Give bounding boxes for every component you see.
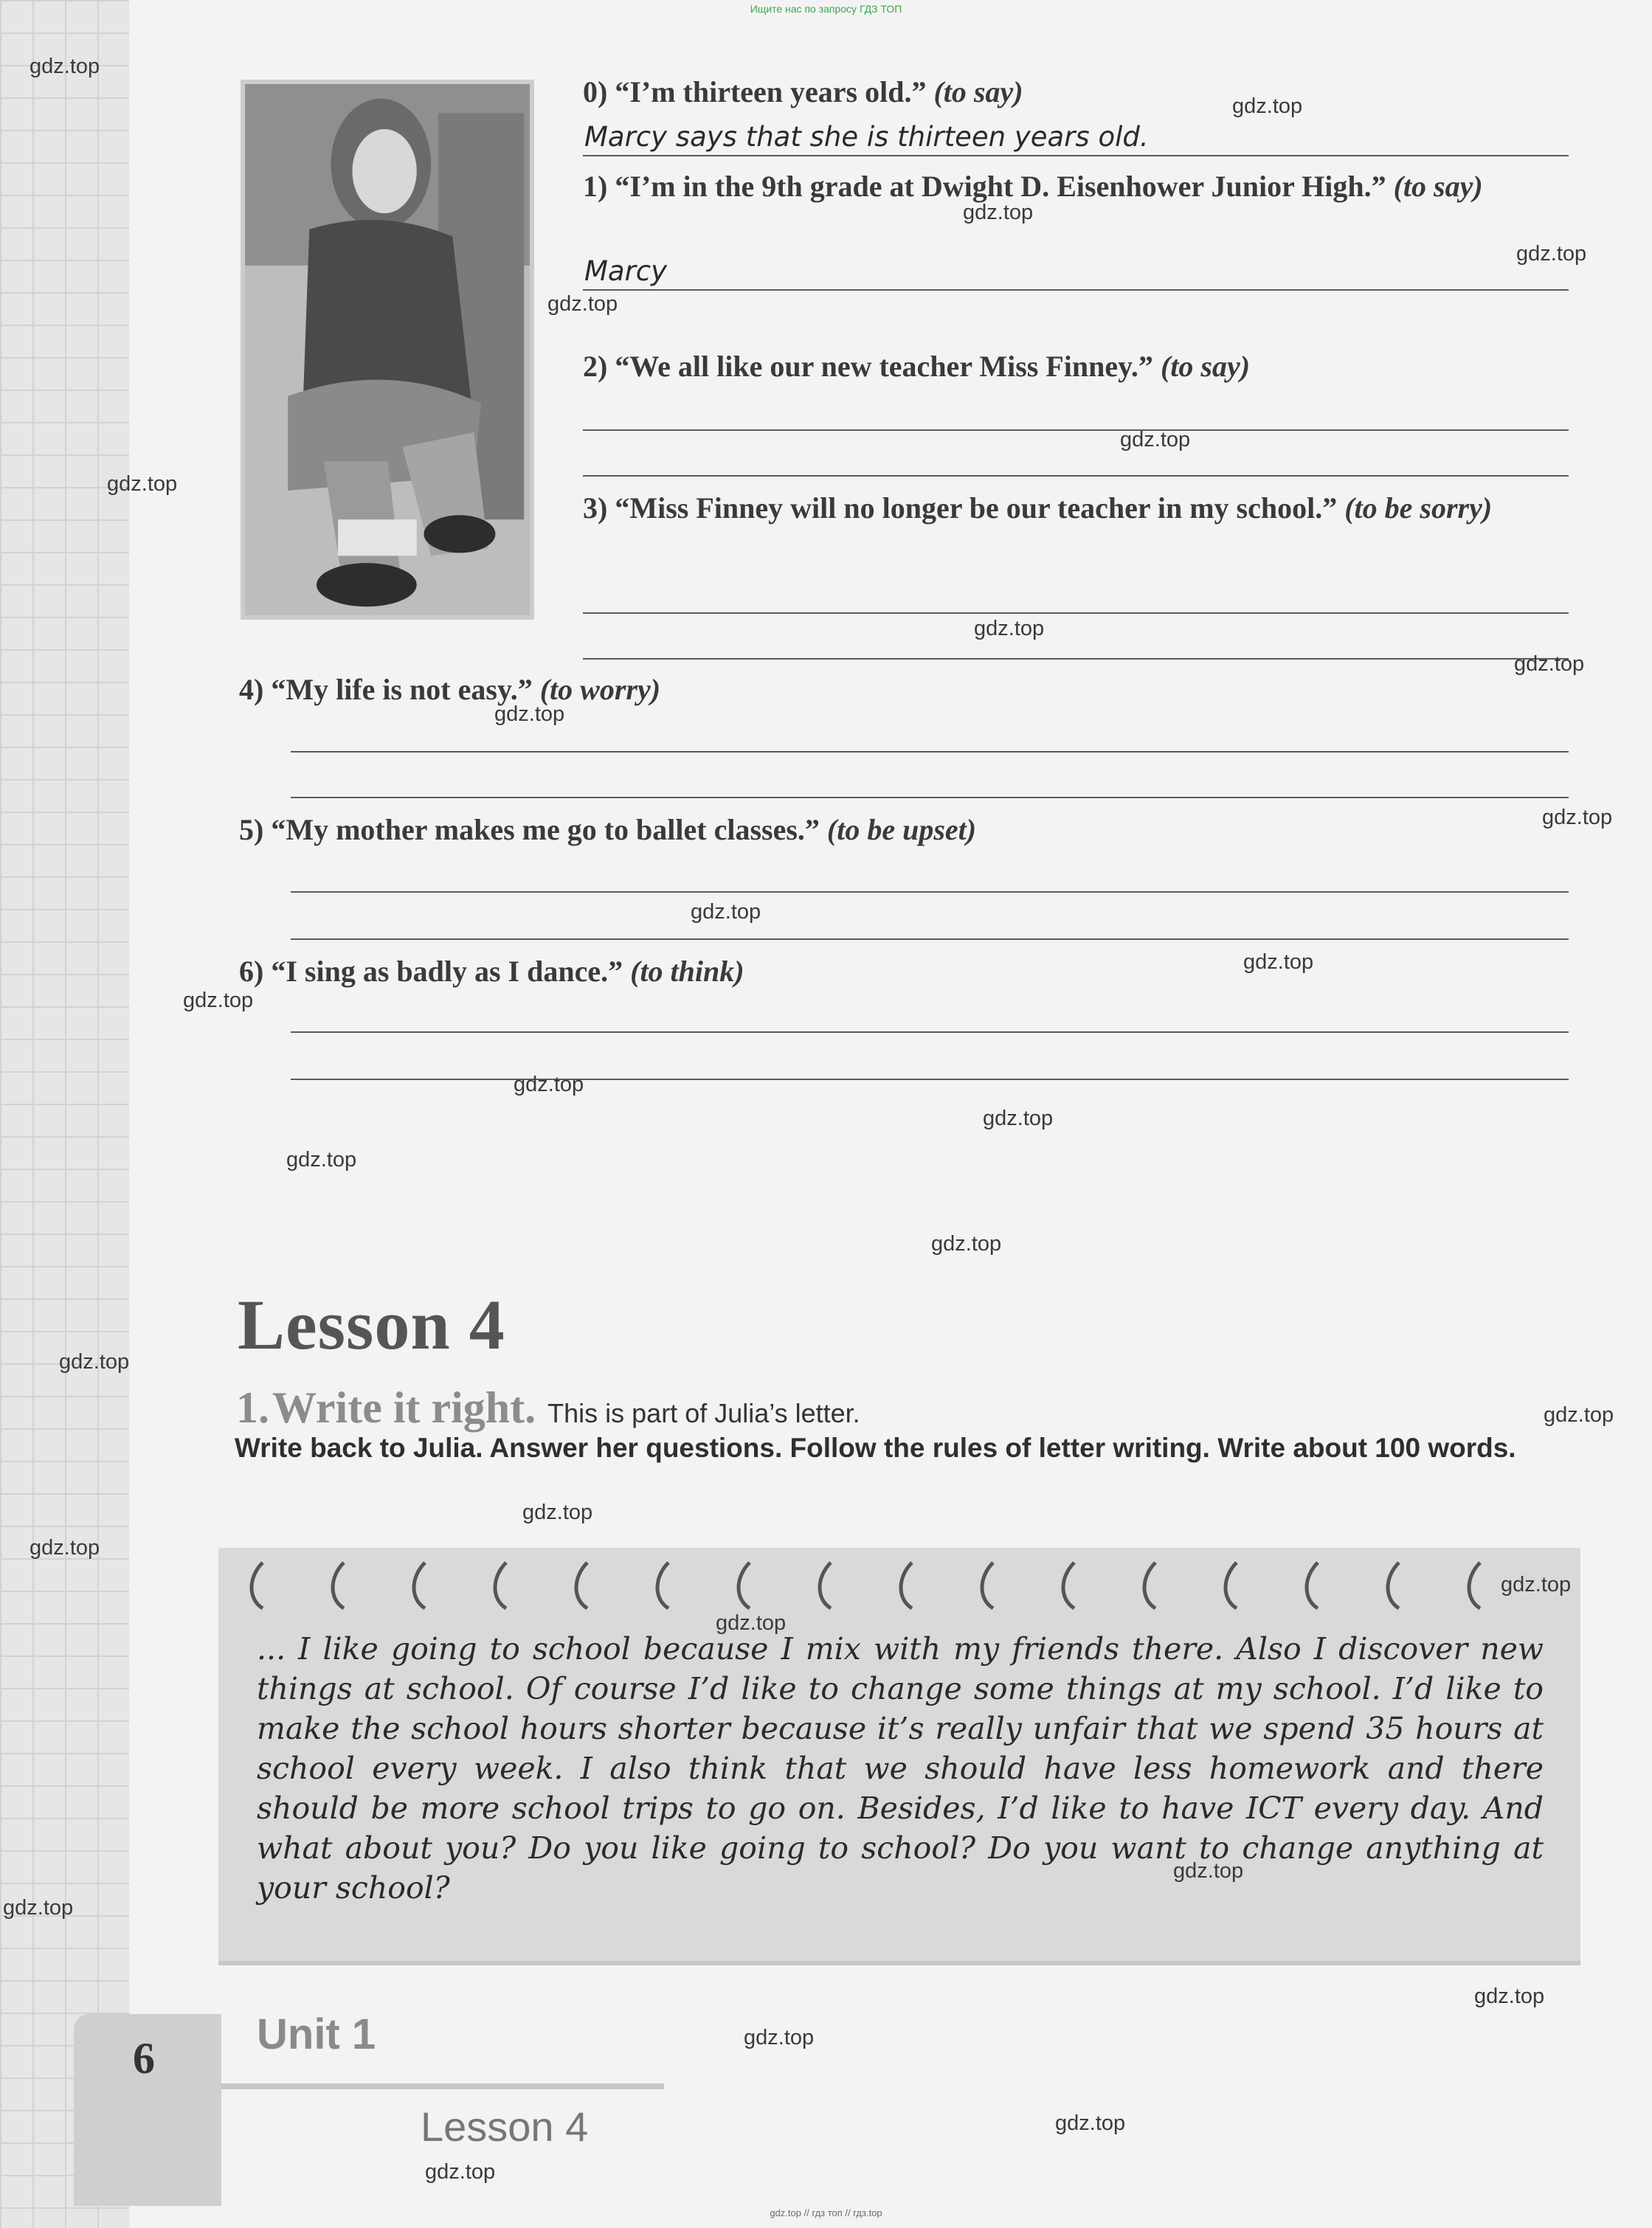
item-3-quote: 3) “Miss Finney will no longer be our teacher in my school.” (583, 491, 1345, 525)
watermark: gdz.top (963, 201, 1034, 224)
watermark: gdz.top (286, 1148, 357, 1172)
watermark: gdz.top (983, 1107, 1054, 1130)
top-banner[interactable]: Ищите нас по запросу ГДЗ ТОП (750, 3, 902, 15)
julia-letter (218, 1548, 1580, 1965)
exercise-1-number: 1. (236, 1383, 269, 1432)
exercise-1-subtitle: This is part of Julia’s letter. (547, 1398, 860, 1428)
watermark: gdz.top (974, 617, 1045, 640)
exercise-1-instructions: Write back to Julia. Answer her questions. Follow the rules of letter writing. Write about 100 words. (235, 1433, 1516, 1463)
item-5 (239, 810, 1567, 850)
item-6 (239, 952, 1567, 992)
item-0 (583, 72, 1564, 112)
item-4-verb: (to worry) (539, 673, 661, 706)
answer-line[interactable] (291, 938, 1569, 940)
footer-unit: Unit 1 (257, 2010, 376, 2058)
item-0-verb: (to say) (933, 75, 1023, 108)
item-6-verb: (to think) (630, 955, 744, 988)
watermark: gdz.top (1516, 242, 1587, 266)
watermark: gdz.top (1514, 652, 1585, 676)
watermark: gdz.top (522, 1501, 593, 1524)
watermark: gdz.top (1173, 1859, 1244, 1883)
watermark: gdz.top (107, 472, 178, 496)
letter-text: ... I like going to school because I mix with my friends there. Also I discover new things at school. Of course I’d like to change some things at my school. I’d like to make the school hours shorter because it’s really unfair that we spend 35 hours at school every week. I also think that we should have less homework and there should be more school trips to go on. Besides, I’d like to have ICT every day. And what about you? Do you like going to school? Do you want to change anything at your school? (257, 1631, 1544, 1906)
watermark: gdz.top (59, 1350, 130, 1374)
item-5-quote: 5) “My mother makes me go to ballet classes.” (239, 813, 827, 846)
lesson-title: Lesson 4 (238, 1285, 505, 1364)
answer-line[interactable] (291, 797, 1569, 798)
item-1-verb: (to say) (1393, 170, 1483, 203)
exercise-1-heading (236, 1383, 860, 1433)
watermark: gdz.top (1542, 806, 1613, 829)
watermark: gdz.top (3, 1896, 74, 1920)
watermark: gdz.top (744, 2026, 815, 2049)
answer-line[interactable] (583, 475, 1569, 477)
answer-line[interactable] (583, 612, 1569, 614)
watermark: gdz.top (691, 900, 761, 924)
footer-divider (221, 2083, 664, 2089)
answer-line[interactable] (583, 155, 1569, 156)
watermark: gdz.top (494, 702, 565, 726)
exercise-1-title: Write it right. (272, 1383, 536, 1432)
answer-line[interactable] (583, 289, 1569, 291)
watermark: gdz.top (1120, 428, 1191, 452)
item-2-quote: 2) “We all like our new teacher Miss Finney.” (583, 350, 1161, 383)
watermark: gdz.top (1501, 1573, 1572, 1596)
item-5-verb: (to be upset) (826, 813, 977, 846)
watermark: gdz.top (1232, 94, 1303, 118)
grid-margin (0, 0, 129, 2228)
item-4-quote: 4) “My life is not easy.” (239, 673, 540, 706)
bottom-banner[interactable]: gdz.top // гдз топ // гдз.top (770, 2207, 882, 2218)
item-2-verb: (to say) (1160, 350, 1251, 383)
watermark: gdz.top (514, 1073, 584, 1096)
answer-line[interactable] (291, 891, 1569, 893)
footer-lesson: Lesson 4 (421, 2103, 589, 2150)
girl-photo (241, 80, 534, 620)
item-1 (583, 167, 1572, 207)
watermark: gdz.top (1474, 1985, 1545, 2008)
item-3-verb: (to be sorry) (1344, 491, 1493, 525)
answer-line[interactable] (291, 1079, 1569, 1080)
answer-line[interactable] (583, 429, 1569, 431)
watermark: gdz.top (30, 1536, 100, 1560)
watermark: gdz.top (1055, 2111, 1126, 2135)
item-1-quote: 1) “I’m in the 9th grade at Dwight D. Eisenhower Junior High.” (583, 170, 1394, 203)
item-6-quote: 6) “I sing as badly as I dance.” (239, 955, 631, 988)
item-2 (583, 347, 1572, 387)
watermark: gdz.top (931, 1232, 1002, 1256)
watermark: gdz.top (183, 989, 254, 1012)
item-3 (583, 488, 1575, 528)
answer-line[interactable] (583, 658, 1569, 660)
watermark: gdz.top (425, 2160, 496, 2184)
item-0-quote: 0) “I’m thirteen years old.” (583, 75, 934, 108)
answer-line[interactable] (291, 1031, 1569, 1033)
page-number: 6 (133, 2034, 155, 2083)
answer-line[interactable] (291, 751, 1569, 753)
item-1-answer: Marcy (584, 255, 668, 287)
watermark: gdz.top (1544, 1403, 1614, 1427)
notebook-rings-icon (248, 1555, 1546, 1614)
watermark: gdz.top (547, 292, 618, 316)
item-0-answer: Marcy says that she is thirteen years old. (584, 121, 1149, 153)
item-4 (239, 670, 1567, 710)
watermark: gdz.top (30, 55, 100, 78)
watermark: gdz.top (716, 1611, 787, 1635)
watermark: gdz.top (1243, 950, 1314, 974)
